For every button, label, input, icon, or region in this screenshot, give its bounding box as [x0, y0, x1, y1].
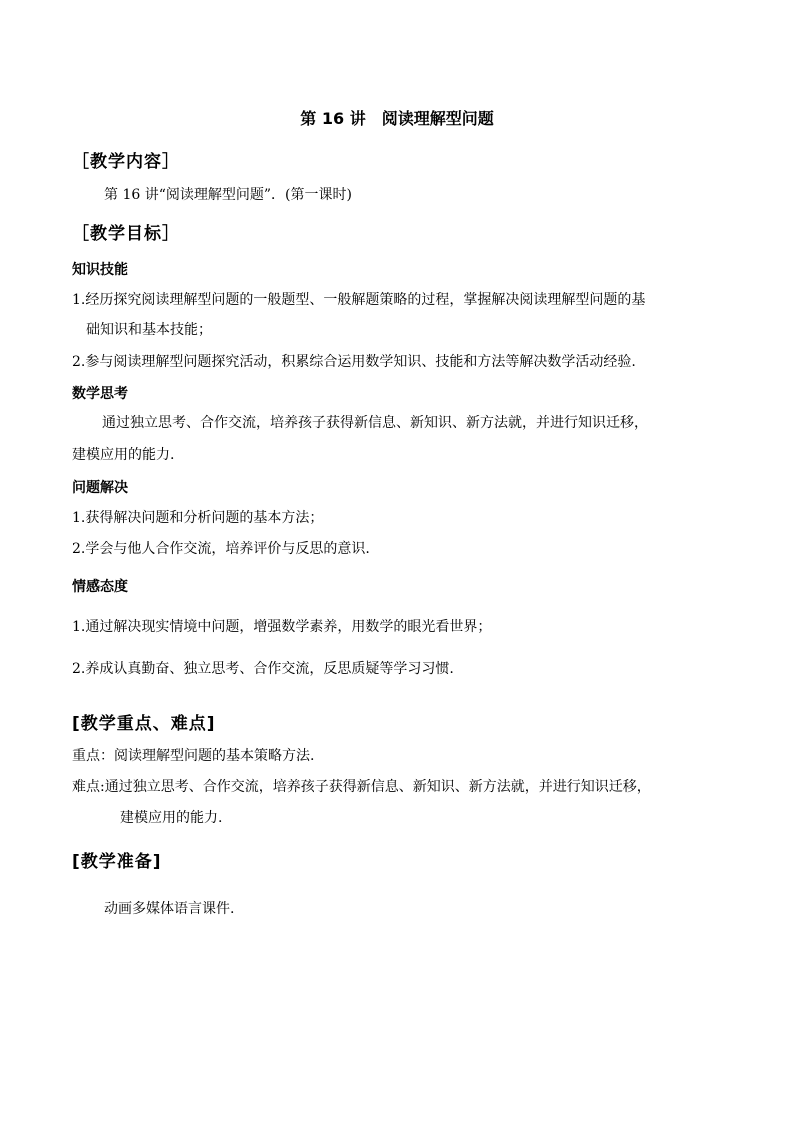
subheading-attitude: 情感态度 [72, 579, 128, 595]
keypoint-difficult-line-1: 难点:通过独立思考、合作交流，培养孩子获得新信息、新知识、新方法就，并进行知识迁移， [72, 779, 651, 795]
knowledge-item-1-line-1: 1.经历探究阅读理解型问题的一般题型、一般解题策略的过程，掌握解决阅读理解型问题的基 [72, 292, 646, 308]
subheading-problem: 问题解决 [72, 480, 128, 496]
content-text: 第 16 讲“阅读理解型问题”．(第一课时) [104, 187, 352, 203]
section-heading-keypoints: [教学重点、难点] [72, 714, 216, 734]
subheading-knowledge: 知识技能 [72, 262, 128, 278]
keypoint-key: 重点：阅读理解型问题的基本策略方法. [72, 748, 315, 764]
attitude-item-2: 2.养成认真勤奋、独立思考、合作交流，反思质疑等学习习惯. [72, 661, 454, 677]
section-heading-preparation: [教学准备] [72, 852, 162, 872]
section-heading-content: ［教学内容］ [72, 152, 180, 172]
problem-item-1: 1.获得解决问题和分析问题的基本方法； [72, 510, 324, 526]
thinking-line-1: 通过独立思考、合作交流，培养孩子获得新信息、新知识、新方法就，并进行知识迁移， [102, 415, 648, 431]
problem-item-2: 2.学会与他人合作交流，培养评价与反思的意识. [72, 541, 370, 557]
keypoint-difficult-line-2: 建模应用的能力. [120, 810, 223, 826]
section-heading-objectives: ［教学目标］ [72, 224, 180, 244]
knowledge-item-1-line-2: 础知识和基本技能； [86, 322, 212, 338]
attitude-item-1: 1.通过解决现实情境中问题，增强数学素养，用数学的眼光看世界； [72, 619, 492, 635]
knowledge-item-2: 2.参与阅读理解型问题探究活动，积累综合运用数学知识、技能和方法等解决数学活动经验. [72, 354, 636, 370]
page-title: 第 16 讲 阅读理解型问题 [300, 109, 494, 128]
preparation-text: 动画多媒体语言课件. [104, 901, 235, 917]
thinking-line-2: 建模应用的能力. [72, 447, 175, 463]
subheading-thinking: 数学思考 [72, 386, 128, 402]
